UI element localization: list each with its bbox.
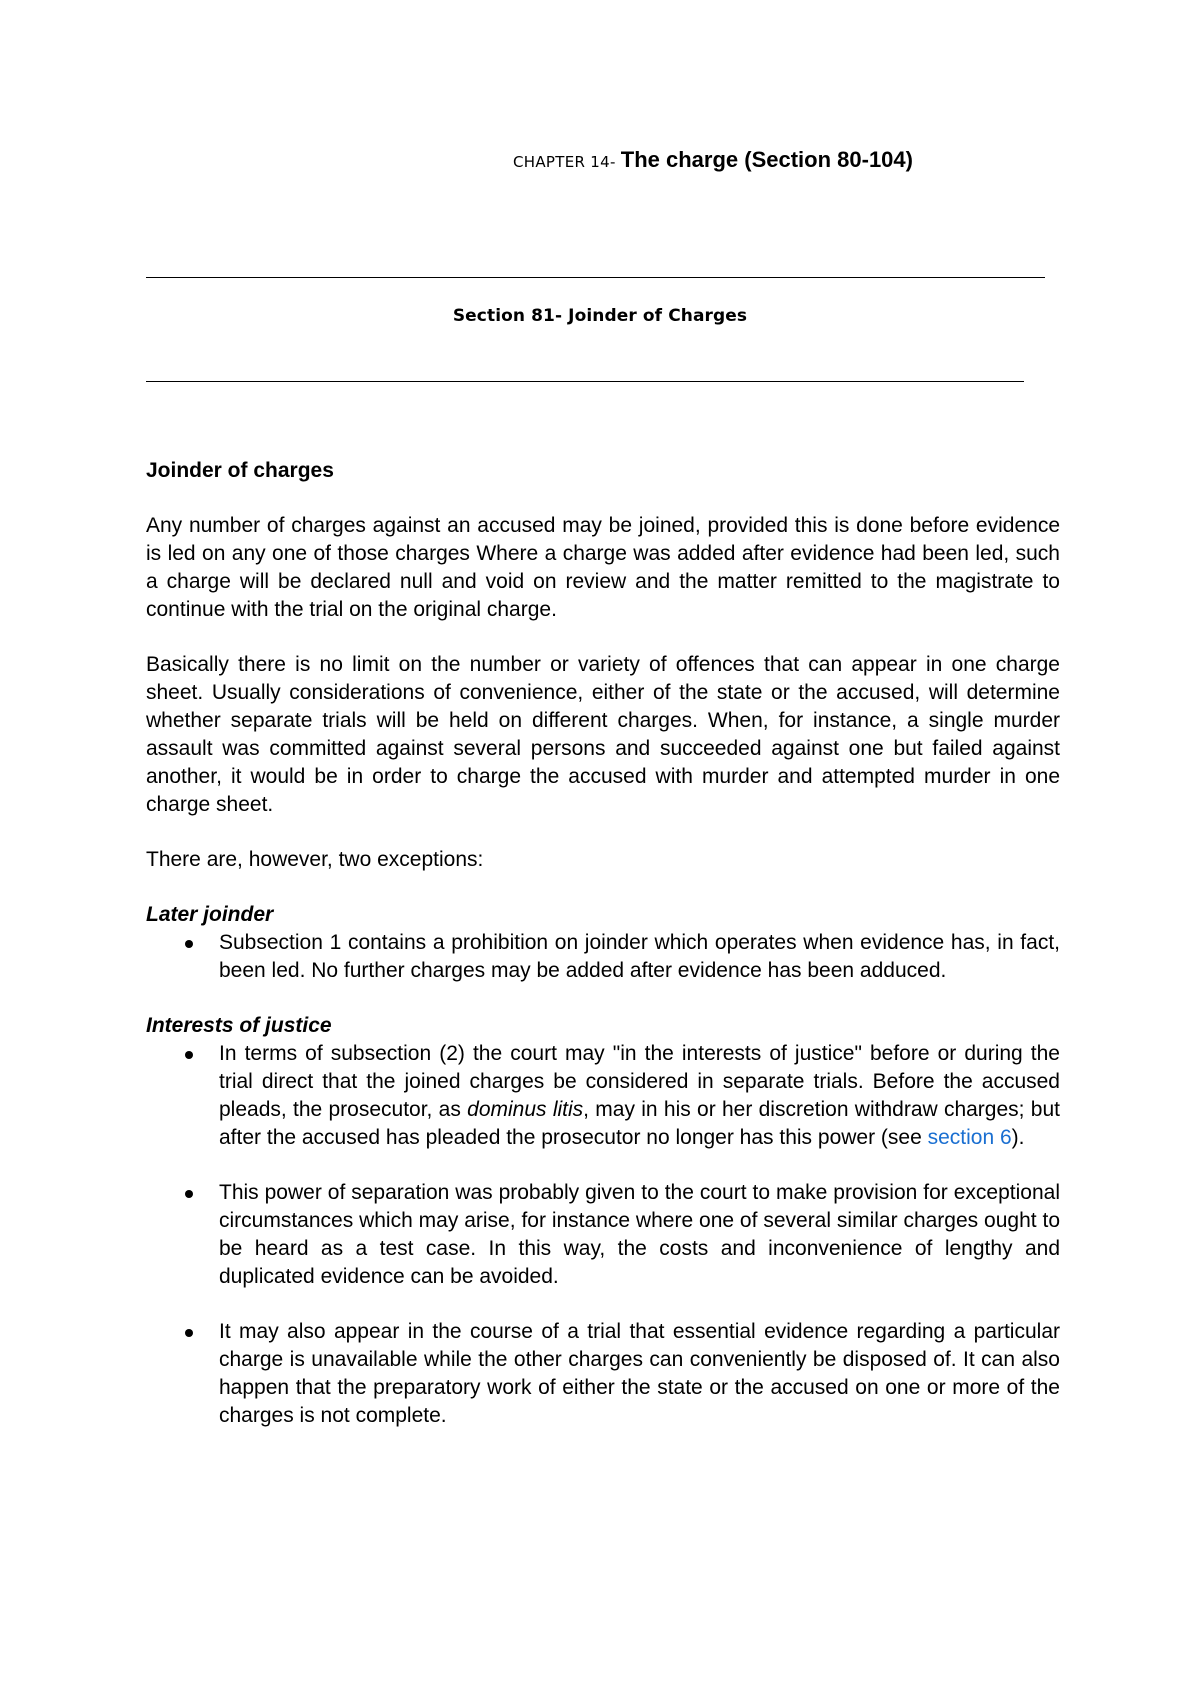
list-item-text-part1: In terms of subsection (2) the court may "in the interests of justice" before or during the trial direct that the joined charges be considered in separate trials. Before the accused pleads, the prosecutor, as <box>219 1042 1060 1121</box>
list-item <box>146 1040 1060 1152</box>
paragraph-3: There are, however, two exceptions: <box>146 848 484 871</box>
bullet-icon <box>185 1329 193 1337</box>
section-6-link[interactable]: section 6 <box>927 1126 1012 1149</box>
list-item <box>146 929 1060 985</box>
paragraph-2: Basically there is no limit on the number or variety of offences that can appear in one charge sheet. Usually considerations of convenience, either of the state or the accused, will determine whether separate trials will be held on different charges. When, for instance, a single murder assault was committed against several persons and succeeded against one but failed against another, it would be in order to charge the accused with murder and attempted murder in one charge sheet. <box>146 653 1060 816</box>
chapter-heading <box>513 147 913 173</box>
body-heading: Joinder of charges <box>146 459 334 482</box>
dominus-litis-term: dominus litis <box>467 1098 584 1121</box>
subheading-interests-of-justice: Interests of justice <box>146 1014 332 1037</box>
document-body <box>146 457 1060 1457</box>
list-item-text: Subsection 1 contains a prohibition on joinder which operates when evidence has, in fact, been led. No further charges may be added after evidence has been adduced. <box>219 931 1060 982</box>
bullet-icon <box>185 940 193 948</box>
bullet-icon <box>185 1190 193 1198</box>
list-item <box>146 1318 1060 1430</box>
chapter-title: The charge (Section 80-104) <box>620 147 913 172</box>
list-item <box>146 1179 1060 1291</box>
list-item-text: This power of separation was probably given to the court to make provision for exceptional circumstances which may arise, for instance where one of several similar charges ought to be heard as a test case. In this way, the costs and inconvenience of lengthy and duplicated evidence can be avoided. <box>219 1181 1060 1288</box>
later-joinder-list <box>146 929 1060 985</box>
list-item-text: It may also appear in the course of a trial that essential evidence regarding a particular charge is unavailable while the other charges can conveniently be disposed of. It can also happen that the preparatory work of either the state or the accused on one or more of the charges is not complete. <box>219 1320 1060 1427</box>
paragraph-1: Any number of charges against an accused may be joined, provided this is done before evidence is led on any one of those charges Where a charge was added after evidence had been led, such a charge will be declared null and void on review and the matter remitted to the magistrate to continue with the trial on the original charge. <box>146 514 1060 621</box>
section-heading: Section 81- Joinder of Charges <box>452 306 748 326</box>
bottom-divider <box>146 381 1024 382</box>
interests-of-justice-list <box>146 1040 1060 1430</box>
top-divider <box>146 277 1045 278</box>
chapter-prefix: CHAPTER 14- <box>513 153 621 171</box>
list-item-text-part3: ). <box>1011 1126 1025 1149</box>
list-item-text-part2: , may in his or her discretion withdraw charges; but after the accused has pleaded the prosecutor no longer has this power (see <box>219 1098 1060 1149</box>
subheading-later-joinder: Later joinder <box>146 903 274 926</box>
bullet-icon <box>185 1051 193 1059</box>
